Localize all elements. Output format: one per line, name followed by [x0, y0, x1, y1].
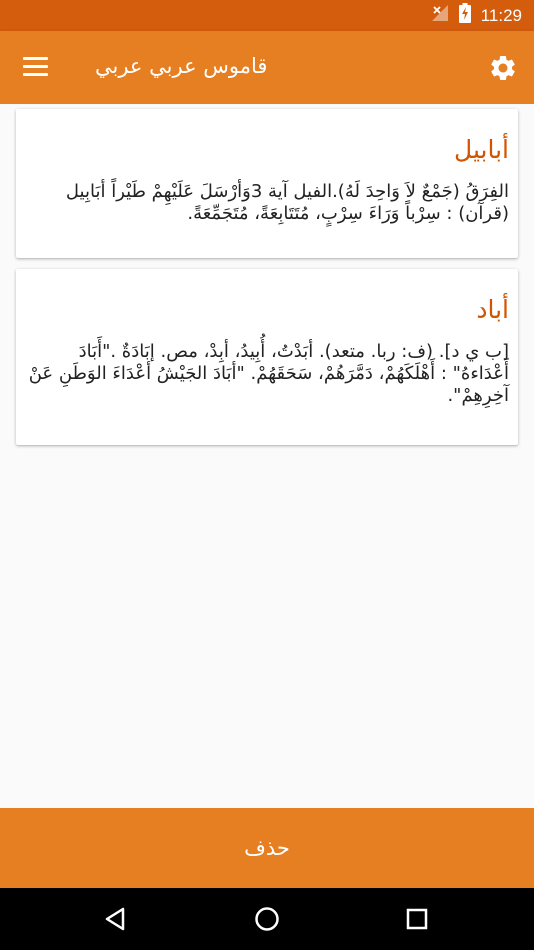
status-time: 11:29 [480, 5, 522, 25]
app-bar [0, 31, 534, 104]
navigation-bar [0, 888, 534, 950]
signal-off-icon [431, 4, 449, 27]
entry-card[interactable] [16, 269, 518, 445]
delete-button[interactable]: حذف [0, 808, 534, 888]
battery-charging-icon [459, 3, 471, 28]
entry-definition: الفِرَقُ (جَمْعٌ لاَ وَاحِدَ لَهُ).الفيل آية 3وَأرْسَلَ عَلَيْهِمْ طَيْراً أبَابِيل (قرآن) : سِرْباً وَرَاءَ سِرْبٍ، مُتَتَابِعَةً، مُتَجَمِّعَةً. [65, 181, 509, 224]
entry-word: أبابيل [454, 135, 509, 164]
home-circle-icon[interactable] [252, 904, 282, 934]
hamburger-menu-icon[interactable] [18, 51, 54, 85]
entries-list [0, 104, 534, 808]
app-title: قاموس عربي عربي [95, 54, 268, 78]
status-icons [431, 0, 522, 31]
entry-definition: [ب ي د]. (ف: ربا. متعد). أبَدْتُ، أُبِيدُ، أبِدْ، مص. إبَادَةٌ ."أَبَادَ أَعْدَاءهُ" : أَهْلَكَهُمْ، دَمَّرَهُمْ، سَحَقَهُمْ. "أبَادَ الجَيْشُ أعْدَاءَ الوَطَنِ عَنْ آخِرِهِمْ". [28, 341, 509, 406]
entry-card[interactable] [16, 109, 518, 258]
back-triangle-icon[interactable] [101, 904, 131, 934]
status-bar [0, 0, 534, 31]
entry-word: أباد [476, 295, 509, 324]
gear-icon[interactable] [488, 53, 518, 83]
recents-square-icon[interactable] [402, 904, 432, 934]
